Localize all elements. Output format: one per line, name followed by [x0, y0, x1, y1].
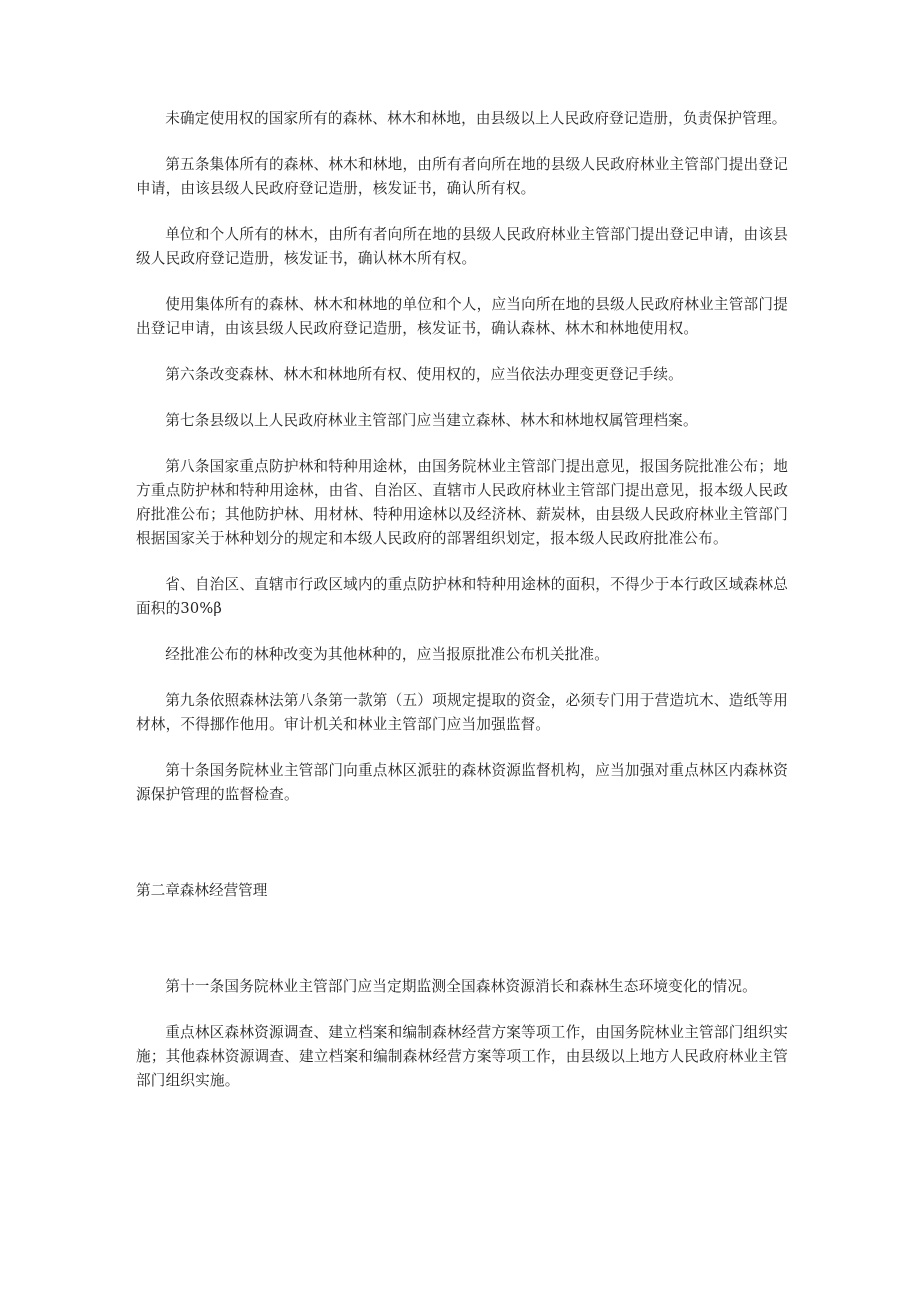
- paragraph-article-5: 第五条集体所有的森林、林木和林地，由所有者向所在地的县级人民政府林业主管部门提出登记申请，由该县级人民政府登记造册，核发证书，确认所有权。: [136, 156, 788, 197]
- paragraph-protection-area-ratio: 省、自治区、直辖市行政区域内的重点防护林和特种用途林的面积，不得少于本行政区域森林总面积的30%β: [136, 576, 788, 617]
- paragraph-individual-ownership: 单位和个人所有的林木，由所有者向所在地的县级人民政府林业主管部门提出登记申请，由该县级人民政府登记造册，核发证书，确认林木所有权。: [136, 226, 788, 267]
- chapter-heading: 第二章森林经营管理: [136, 882, 268, 899]
- paragraph-article-9: 第九条依照森林法第八条第一款第（五）项规定提取的资金，必须专门用于营造坑木、造纸等用材林，不得挪作他用。审计机关和林业主管部门应当加强监督。: [136, 692, 788, 733]
- paragraph-forest-type-change: 经批准公布的林种改变为其他林种的，应当报原批准公布机关批准。: [165, 646, 610, 663]
- paragraph-unassigned-state-forest: 未确定使用权的国家所有的森林、林木和林地，由县级以上人民政府登记造册，负责保护管理。: [165, 110, 787, 127]
- paragraph-article-7: 第七条县级以上人民政府林业主管部门应当建立森林、林木和林地权属管理档案。: [165, 412, 698, 429]
- paragraph-collective-use-rights: 使用集体所有的森林、林木和林地的单位和个人，应当向所在地的县级人民政府林业主管部门提出登记申请，由该县级人民政府登记造册，核发证书，确认森林、林木和林地使用权。: [136, 296, 788, 337]
- document-page: [136, 107, 788, 1093]
- paragraph-article-6: 第六条改变森林、林木和林地所有权、使用权的，应当依法办理变更登记手续。: [165, 366, 683, 383]
- paragraph-article-11: 第十一条国务院林业主管部门应当定期监测全国森林资源消长和森林生态环境变化的情况。: [165, 978, 757, 995]
- paragraph-article-8: 第八条国家重点防护林和特种用途林，由国务院林业主管部门提出意见，报国务院批准公布；地方重点防护林和特种用途林，由省、自治区、直辖市人民政府林业主管部门提出意见，报本级人民政府批准公布；其他防护林、用材林、特种用途林以及经济林、薪炭林，由县级人民政府林业主管部门根据国家关于林种划分的规定和本级人民政府的部署组织划定，报本级人民政府批准公布。: [136, 458, 788, 547]
- paragraph-article-10: 第十条国务院林业主管部门向重点林区派驻的森林资源监督机构，应当加强对重点林区内森林资源保护管理的监督检查。: [136, 762, 788, 803]
- paragraph-resource-survey: 重点林区森林资源调查、建立档案和编制森林经营方案等项工作，由国务院林业主管部门组织实施；其他森林资源调查、建立档案和编制森林经营方案等项工作，由县级以上地方人民政府林业主管部门组织实施。: [136, 1024, 788, 1089]
